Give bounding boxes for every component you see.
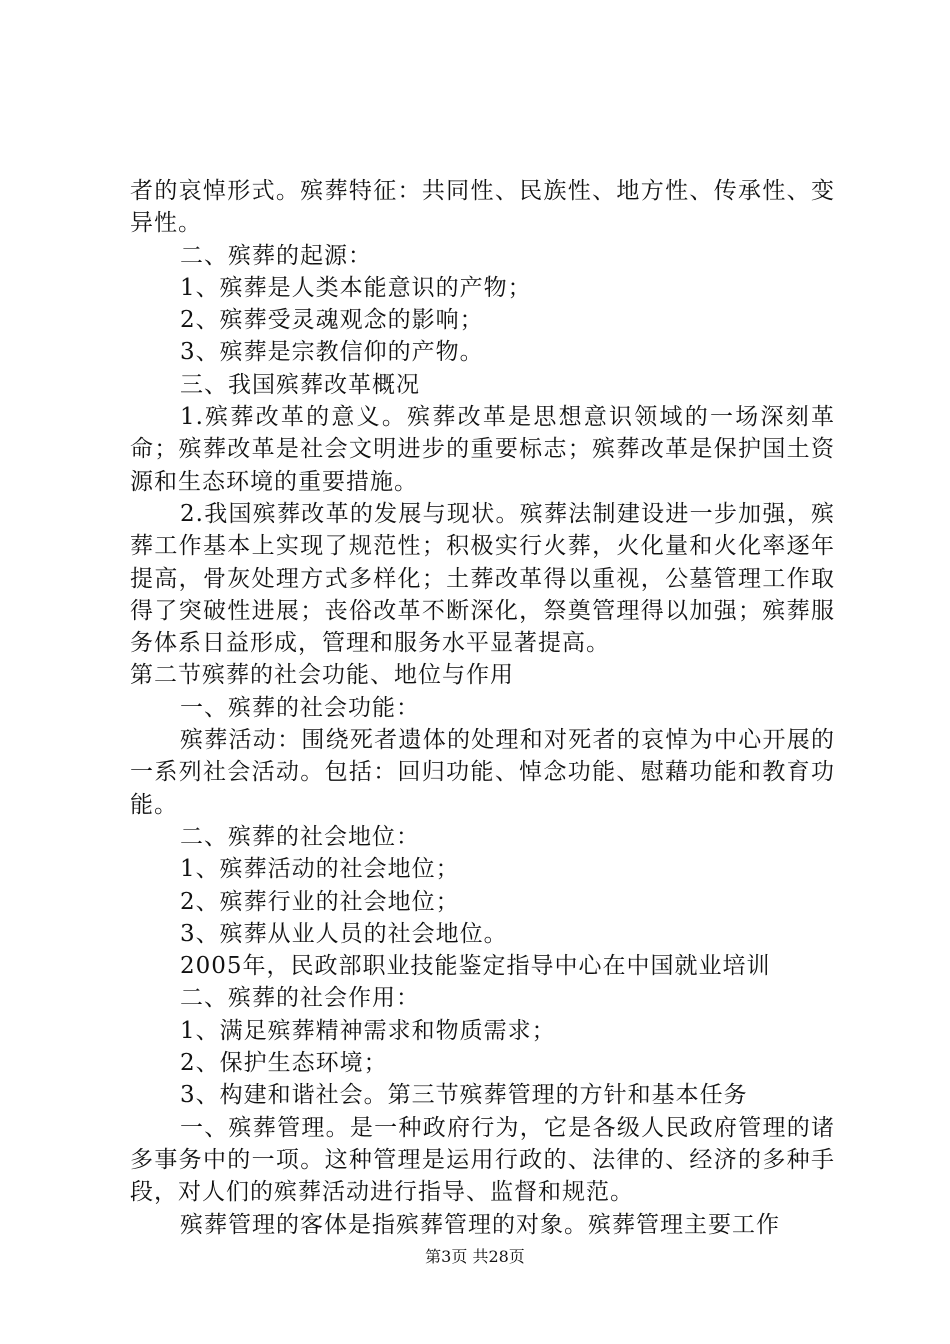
- paragraph: 2.我国殡葬改革的发展与现状。殡葬法制建设进一步加强，殡葬工作基本上实现了规范性；积极实行火葬，火化量和火化率逐年提高，骨灰处理方式多样化；土葬改革得以重视，公墓管理工作取得了突破性进展；丧俗改革不断深化，祭奠管理得以加强；殡葬服务体系日益形成，管理和服务水平显著提高。: [130, 500, 835, 657]
- paragraph: 二、殡葬的起源：: [180, 242, 372, 269]
- paragraph: 二、殡葬的社会作用：: [180, 985, 420, 1012]
- paragraph: 殡葬管理的客体是指殡葬管理的对象。殡葬管理主要工作: [180, 1211, 780, 1238]
- paragraph: 2005年，民政部职业技能鉴定指导中心在中国就业培训: [180, 953, 771, 980]
- paragraph: 2、殡葬行业的社会地位；: [180, 888, 460, 915]
- paragraph: 者的哀悼形式。殡葬特征：共同性、民族性、地方性、传承性、变异性。: [130, 178, 835, 237]
- paragraph: 3、构建和谐社会。第三节殡葬管理的方针和基本任务: [180, 1082, 748, 1109]
- paragraph: 第二节殡葬的社会功能、地位与作用: [130, 662, 514, 689]
- paragraph: 二、殡葬的社会地位：: [180, 823, 420, 850]
- paragraph: 1、殡葬活动的社会地位；: [180, 856, 460, 883]
- paragraph: 2、殡葬受灵魂观念的影响；: [180, 307, 484, 334]
- paragraph: 1、满足殡葬精神需求和物质需求；: [180, 1017, 556, 1044]
- paragraph: 一、殡葬管理。是一种政府行为，它是各级人民政府管理的诸多事务中的一项。这种管理是运用行政的、法律的、经济的多种手段，对人们的殡葬活动进行指导、监督和规范。: [130, 1114, 835, 1206]
- page-footer: 第3页 共28页: [425, 1247, 525, 1266]
- paragraph: 一、殡葬的社会功能：: [180, 694, 420, 721]
- paragraph: 3、殡葬从业人员的社会地位。: [180, 920, 508, 947]
- paragraph: 3、殡葬是宗教信仰的产物。: [180, 339, 484, 366]
- paragraph: 三、我国殡葬改革概况: [180, 371, 420, 398]
- document-body: [130, 175, 835, 1241]
- paragraph: 1.殡葬改革的意义。殡葬改革是思想意识领域的一场深刻革命；殡葬改革是社会文明进步的重要标志；殡葬改革是保护国土资源和生态环境的重要措施。: [130, 404, 835, 495]
- paragraph: 1、殡葬是人类本能意识的产物；: [180, 274, 532, 301]
- paragraph: 2、保护生态环境；: [180, 1050, 388, 1077]
- paragraph: 殡葬活动：围绕死者遗体的处理和对死者的哀悼为中心开展的一系列社会活动。包括：回归功能、悼念功能、慰藉功能和教育功能。: [130, 727, 835, 818]
